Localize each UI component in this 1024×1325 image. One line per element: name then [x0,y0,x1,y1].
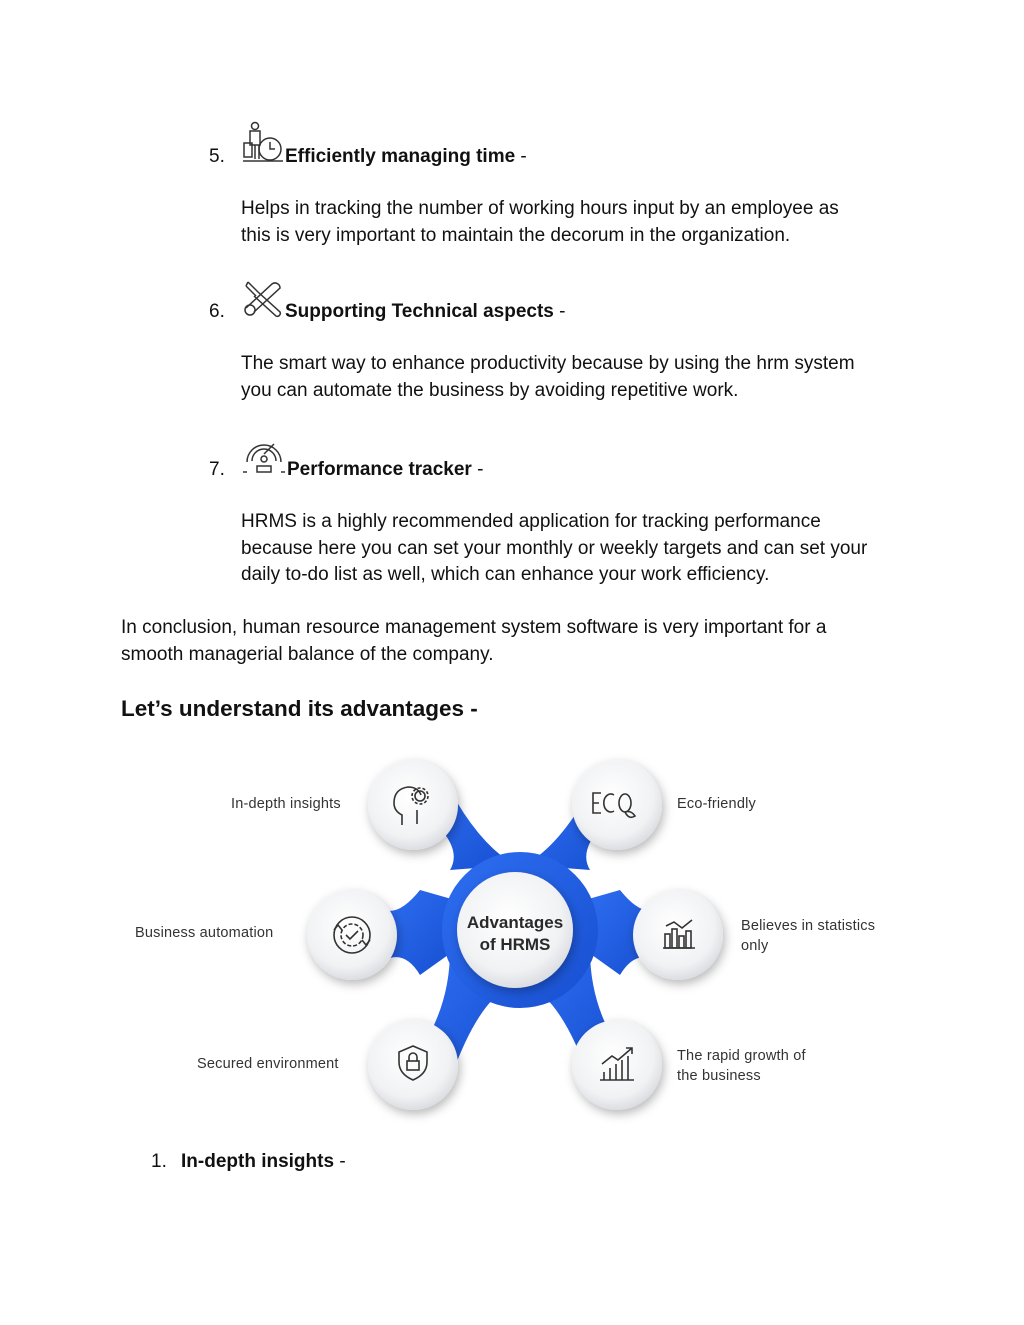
performance-gauge-icon [241,434,287,476]
node-label-line: The rapid growth of [677,1048,806,1064]
node-bubble [307,890,397,980]
paragraph-line: In conclusion, human resource management system software is very important for a [121,617,827,638]
node-label-secured-environment: Secured environment [197,1056,339,1072]
node-label-statistics [741,916,875,956]
node-label-eco-friendly: Eco-friendly [677,796,756,812]
item-heading [285,146,527,168]
paragraph-line: HRMS is a highly recommended application for tracking performance [241,511,821,532]
section-heading: Let’s understand its advantages - [121,696,478,721]
item-title: Performance tracker [287,459,472,480]
node-label-rapid-growth [677,1046,806,1086]
list-number: 5. [209,146,225,167]
node-bubble [572,1020,662,1110]
item-description [241,196,839,249]
node-bubble [633,890,723,980]
node-label-line: only [741,938,769,954]
item-suffix: - [334,1151,346,1172]
diagram-center-label [460,912,570,956]
item-title: In-depth insights [181,1151,335,1172]
conclusion-paragraph [121,615,826,668]
item-heading [181,1151,346,1173]
center-label-line: Advantages [466,913,564,932]
employee-clock-icon [241,121,285,163]
item-suffix: - [471,459,484,480]
paragraph-line: you can automate the business by avoiding repetitive work. [241,379,739,401]
paragraph-line: because here you can set your monthly or weekly targets and can set your [241,537,868,559]
node-bubble [368,1020,458,1110]
item-suffix: - [553,301,566,322]
item-heading [287,459,483,481]
list-number: 1. [151,1151,167,1172]
paragraph-line: smooth managerial balance of the company. [121,643,494,665]
paragraph-line: this is very important to maintain the decorum in the organization. [241,224,791,246]
item-description [241,509,867,589]
item-suffix: - [515,146,527,167]
node-label-line: Believes in statistics [741,918,876,934]
node-bubble [572,760,662,850]
node-label-line: the business [677,1068,761,1084]
center-label-line: of HRMS [479,935,551,954]
paragraph-line: Helps in tracking the number of working hours input by an employee as [241,198,839,219]
paragraph-line: The smart way to enhance productivity because by using the hrm system [241,353,855,374]
node-label-business-automation: Business automation [135,925,274,941]
list-number: 7. [209,459,225,480]
item-heading [285,301,565,323]
node-label-in-depth-insights: In-depth insights [231,796,341,812]
item-description [241,351,855,404]
advantages-diagram [120,750,920,1140]
node-bubble [368,760,458,850]
item-title: Supporting Technical aspects [285,301,554,322]
list-number: 6. [209,301,225,322]
item-title: Efficiently managing time [285,146,516,167]
wrench-screwdriver-icon [242,278,286,318]
paragraph-line: daily to-do list as well, which can enhance your work efficiency. [241,564,770,585]
